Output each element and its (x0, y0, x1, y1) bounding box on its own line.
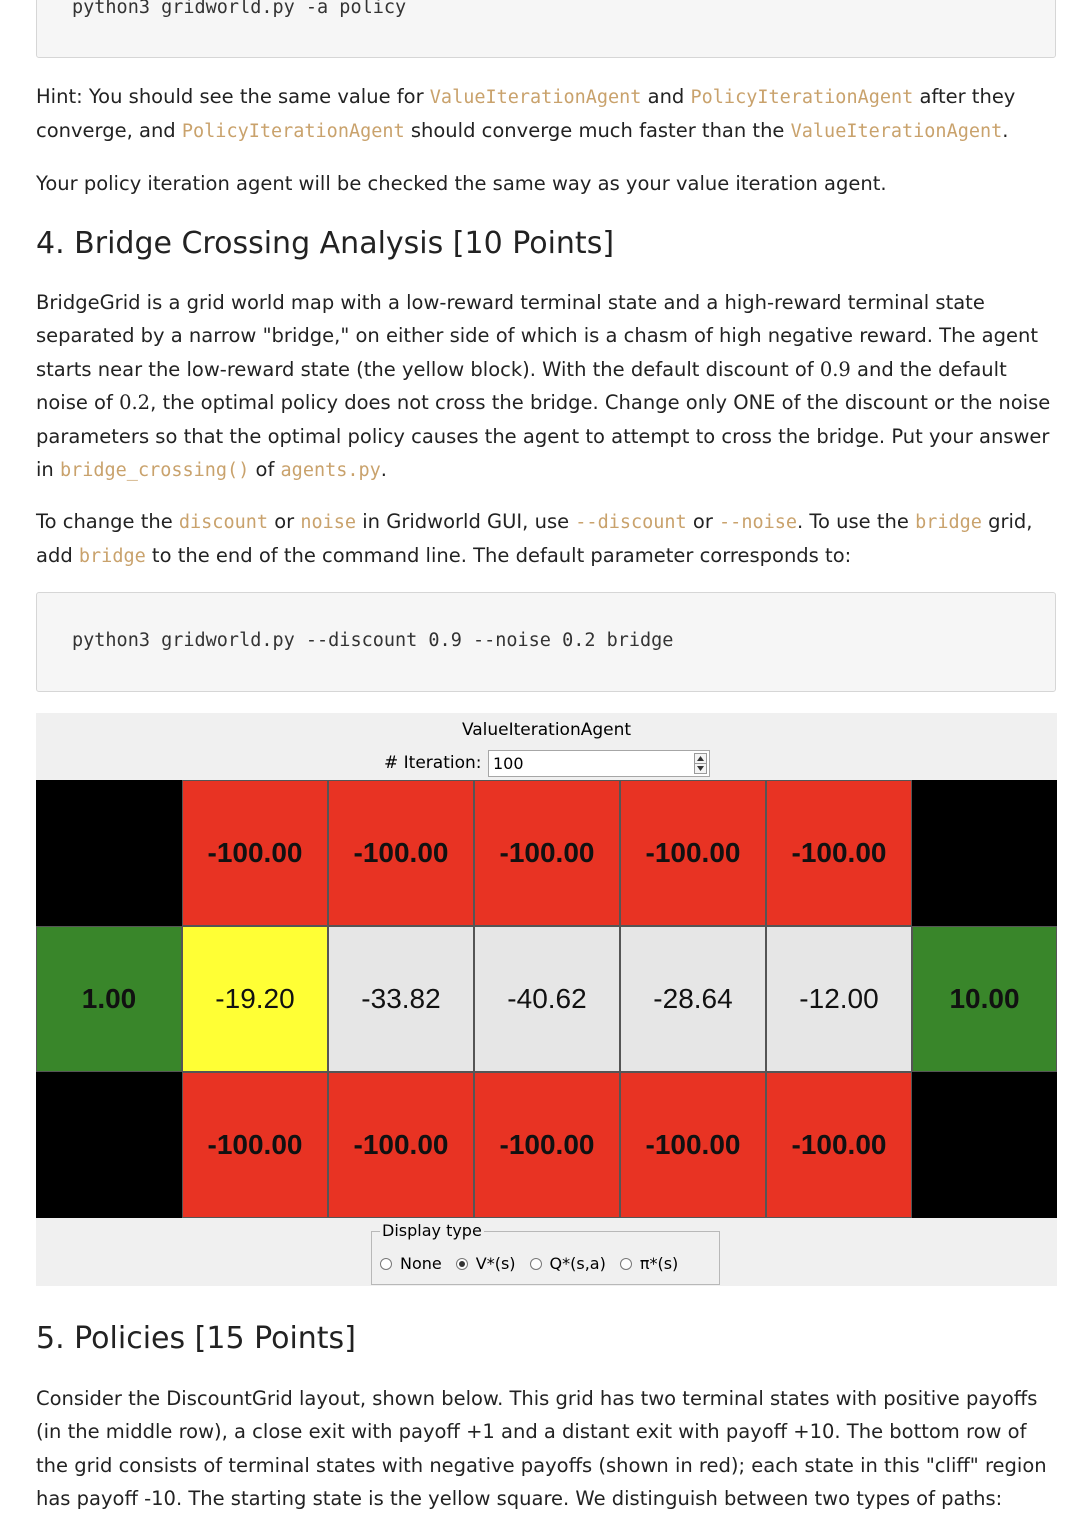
radio-icon (380, 1258, 392, 1270)
display-type-radio[interactable] (456, 1254, 516, 1273)
paragraph-text: to the end of the command line. The default parameter corresponds to: (145, 544, 852, 568)
section-5-heading: 5. Policies [15 Points] (36, 1321, 356, 1356)
grid-cell: -100.00 (620, 1072, 766, 1218)
hint-text: should converge much faster than the (404, 119, 791, 143)
paragraph-text: . (380, 458, 387, 482)
hint-text: Hint: You should see the same value for (36, 85, 430, 108)
math-value: 0.2 (119, 391, 151, 415)
radio-label: Q*(s,a) (549, 1254, 606, 1273)
grid-cell: -33.82 (328, 926, 474, 1072)
inline-code: --discount (575, 512, 687, 533)
paragraph-text: or (268, 510, 301, 533)
check-paragraph: Your policy iteration agent will be checked the same way as your value iteration agent. (36, 172, 887, 195)
paragraph-text: To change the (36, 510, 179, 533)
section-4-heading: 4. Bridge Crossing Analysis [10 Points] (36, 226, 615, 261)
grid-cell: -19.20 (182, 926, 328, 1072)
radio-icon (530, 1258, 542, 1270)
paragraph-text: BridgeGrid is a grid world map with a low-reward terminal state and a high-reward terminal state separated by a narrow "bridge," on either side of which is a chasm of high negative reward. The agent starts near the low-reward state (the yellow block). With the default discount of (36, 291, 1038, 381)
grid-cell: -100.00 (328, 1072, 474, 1218)
grid-cell: -100.00 (328, 780, 474, 926)
radio-label: None (400, 1254, 442, 1273)
grid-cell: 1.00 (36, 926, 182, 1072)
grid-cell: 10.00 (912, 926, 1057, 1072)
grid-cell: -28.64 (620, 926, 766, 1072)
policies-paragraph: Consider the DiscountGrid layout, shown below. This grid has two terminal states with positive payoffs (in the middle row), a close exit with payoff +1 and a distant exit with payoff +10. The bottom row of the grid consists of terminal states with negative payoffs (shown in red); each state in this "cliff" region has payoff -10. The starting state is the yellow square. We distinguish between two types of paths: (36, 1387, 1047, 1511)
display-type-radio[interactable] (620, 1254, 678, 1273)
inline-code: discount (178, 512, 268, 533)
paragraph-text: , the optimal policy does not cross the bridge. Change only ONE of the discount or the noise parameters so that the optimal policy causes the agent to attempt to cross the bridge. Put your answer in (36, 391, 1051, 482)
display-type-group (371, 1221, 720, 1285)
paragraph-text: or (686, 510, 720, 533)
grid-cell: -12.00 (766, 926, 912, 1072)
inline-code: bridge_crossing() (59, 460, 250, 482)
inline-code: ValueIterationAgent (429, 87, 642, 108)
radio-label: V*(s) (475, 1254, 516, 1273)
radio-label: π*(s) (639, 1254, 679, 1273)
math-value: 0.9 (819, 357, 851, 381)
inline-code: agents.py (280, 460, 381, 482)
inline-code: PolicyIterationAgent (181, 121, 405, 143)
grid-cell: -40.62 (474, 926, 620, 1072)
paragraph-text: . To use the (797, 510, 916, 533)
grid-cell: -100.00 (620, 780, 766, 926)
inline-code: bridge (78, 546, 146, 568)
grid-cell: -100.00 (766, 780, 912, 926)
grid-cell (36, 1072, 182, 1218)
grid-cell (912, 780, 1057, 926)
grid-cell: -100.00 (182, 1072, 328, 1218)
inline-code: ValueIterationAgent (790, 121, 1003, 143)
paragraph-text: grid, add (36, 510, 1033, 568)
inline-code: --noise (719, 512, 798, 533)
paragraph-text: of (249, 458, 281, 482)
paragraph-text: in Gridworld GUI, use (356, 510, 576, 533)
display-type-options (380, 1254, 692, 1273)
inline-code: noise (300, 512, 357, 533)
parameter-paragraph (36, 505, 1061, 574)
display-type-radio[interactable] (380, 1254, 442, 1273)
gridworld-window (36, 713, 1057, 1286)
grid-cell: -100.00 (766, 1072, 912, 1218)
grid-cell: -100.00 (474, 780, 620, 926)
grid-cell (912, 1072, 1057, 1218)
agent-title: ValueIterationAgent (461, 720, 632, 740)
radio-icon (620, 1258, 632, 1270)
iteration-label: # Iteration: (384, 753, 482, 773)
iteration-spinbox[interactable] (488, 750, 710, 777)
grid-cell: -100.00 (182, 780, 328, 926)
inline-code: PolicyIterationAgent (690, 87, 914, 108)
display-type-legend: Display type (382, 1221, 482, 1240)
bridge-description-paragraph (36, 286, 1061, 487)
grid-cell (36, 780, 182, 926)
hint-text: . (1002, 119, 1009, 143)
radio-icon (456, 1258, 468, 1270)
grid-cell: -100.00 (474, 1072, 620, 1218)
spin-arrows-icon[interactable] (694, 753, 707, 774)
code-line-bridge: python3 gridworld.py --discount 0.9 --noise 0.2 bridge (72, 630, 674, 651)
iteration-value: 100 (493, 754, 524, 773)
paragraph-text: and the default noise of (36, 357, 1007, 415)
display-type-radio[interactable] (530, 1254, 606, 1273)
inline-code: bridge (915, 512, 982, 533)
hint-paragraph (36, 80, 1061, 149)
hint-text: after they converge, and (36, 85, 1016, 143)
hint-text: and (641, 85, 691, 108)
code-line-policy: python3 gridworld.py -a policy (72, 0, 407, 18)
value-grid (36, 780, 1057, 1218)
